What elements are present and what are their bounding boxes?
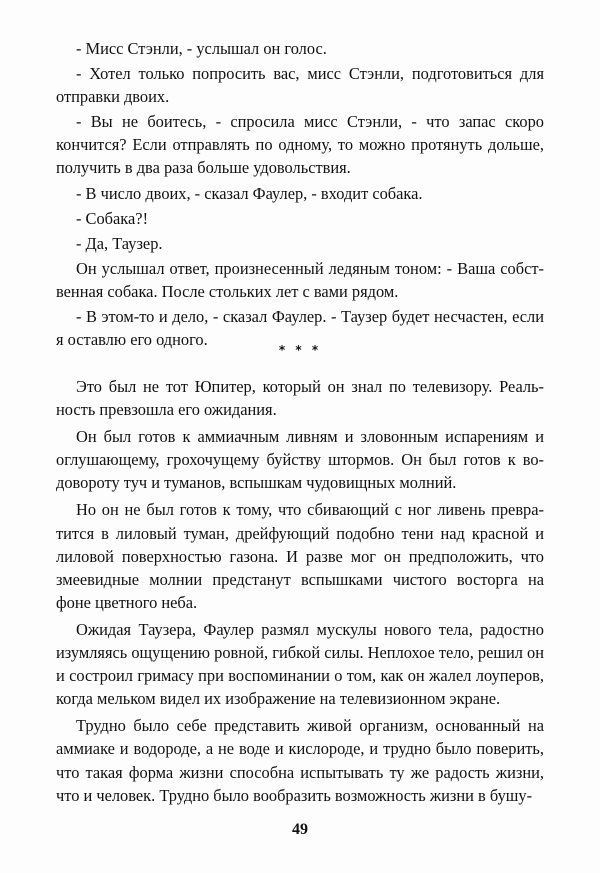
paragraph: Это был не тот Юпитер, который он знал по телевизору. Реальность превзошла его ожидания.: [56, 377, 544, 420]
paragraph: - Мисс Стэнли, - услышал он голос.: [76, 39, 327, 58]
section-separator: * * *: [278, 343, 322, 357]
paragraph: - Вы не боитесь, - спросила мисс Стэнли, - что запас скоро кончится? Если отправлять по одному, то можно протянуть дольше, получить в два раза больше удовольствия.: [56, 112, 544, 178]
paragraph: - В число двоих, - сказал Фаулер, - входит собака.: [76, 183, 423, 203]
dialogue-section: [56, 37, 544, 351]
paragraph: Трудно было себе представить живой организм, основанный на аммиаке и водороде, а не воде и кислороде, и трудно было поверить, что такая форма жизни способна испытывать ту же радость жизни, что и человек. Трудно было вообразить возможность жизни в бушу-: [56, 716, 544, 805]
paragraph: - Да, Таузер.: [76, 233, 163, 253]
paragraph: Но он не был готов к тому, что сбивающий с ног ливень превратится в лиловый туман, дрейфующий подобно тени над красной и лиловой поверхностью газона. И разве мог он предположить, что змеевидные молнии предстанут вспышками чистого восторга на фоне цветного неба.: [56, 500, 544, 612]
paragraph: - Собака?!: [76, 208, 149, 228]
paragraph: Он был готов к аммиачным ливням и зловонным испарениям и оглушающему, грохочущему буйству штормов. Он был готов к водовороту туч и туманов, вспышкам чудовищных молний.: [56, 427, 544, 493]
paragraph: - В этом-то и дело, - сказал Фаулер. - Таузер будет несчастен, если я оставлю его одного.: [56, 307, 544, 350]
paragraph: Он услышал ответ, произнесенный ледяным тоном: - Ваша собственная собака. После стольких лет с вами рядом.: [56, 258, 544, 301]
paragraph: Ожидая Таузера, Фаулер размял мускулы нового тела, радостно изумляясь ощущению ровной, гибкой силы. Неплохое тело, решил он и состроил гримасу при воспоминании о том, как он жалел лоуперов, когда мельком видел их изображение на телевизионном экране.: [56, 619, 544, 709]
paragraph: - Хотел только попросить вас, мисс Стэнли, подготовиться для отправки двоих.: [56, 64, 544, 107]
narrative-section: [56, 375, 544, 807]
page-number: 49: [292, 821, 308, 838]
